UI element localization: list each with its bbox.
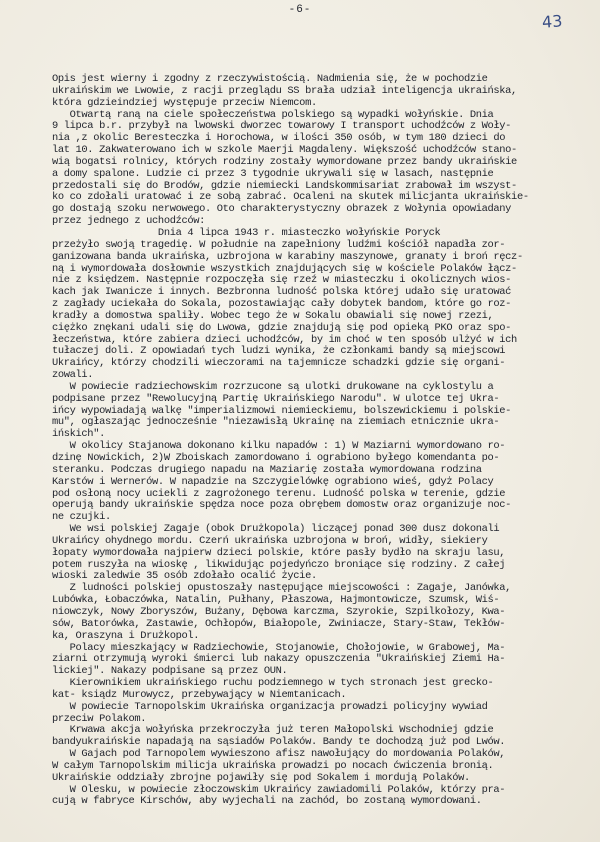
text-line: nia ,z okolic Beresteczka i Horochowa, w ilości 350 osób, w tym 180 dzieci do bbox=[52, 132, 506, 145]
text-line: 9 lipca b.r. przybył na lwowski dworzec towarowy I transport uchodźców z Woły- bbox=[52, 120, 512, 133]
text-line: ne czujki. bbox=[52, 511, 111, 524]
text-line: ganizowana banda ukraińska, uzbrojona w karabiny maszynowe, granaty i broń ręcz- bbox=[52, 250, 523, 263]
text-line: Kierownikiem ukraińskiego ruchu podziemnego w tych stronach jest grecko- bbox=[52, 677, 494, 690]
text-line: z zagłady uciekała do Sokala, pozostawiając cały dobytek bandom, które go roz- bbox=[52, 298, 512, 311]
text-line: pod osłoną nocy uciekli z zagrożonego terenu. Ludność polska w terenie, gdzie bbox=[52, 487, 506, 500]
text-line: W Olesku, w powiecie złoczowskim Ukraińcy zawiadomili Polaków, którzy pra- bbox=[52, 783, 506, 796]
text-line: wioski zaledwie 35 osób zdołało ocalić życie. bbox=[52, 570, 317, 583]
text-line: Polacy mieszkający w Radziechowie, Stojanowie, Chołojowie, w Grabowej, Ma- bbox=[52, 641, 506, 654]
text-line: potem ruszyła na wioskę , likwidując pojedyńczo broniące się rodziny. Z całej bbox=[52, 558, 506, 571]
text-line: zowali. bbox=[52, 369, 94, 382]
text-line: ińcy wypowiadają walkę "imperializmowi niemieckiemu, bolszewickiemu i polskie- bbox=[52, 404, 512, 417]
text-line: Krwawa akcja wołyńska przekroczyła już teren Małopolski Wschodniej gdzie bbox=[52, 724, 494, 737]
text-line: kach jak Iwanicze i innych. Bezbronna ludność polska której udało się uratować bbox=[52, 286, 512, 299]
text-line: Opis jest wierny i zgodny z rzeczywistością. Nadmienia się, że w pochodzie bbox=[52, 73, 488, 85]
text-line: która gdzieindziej występuje przeciw Niemcom. bbox=[52, 96, 317, 109]
text-line: W powiecie Tarnopolskim Ukraińska organizacja prowadzi policyjny wywiad bbox=[52, 700, 488, 713]
text-line: łopaty wymordowała najpierw dzieci polskie, które pasły bydło na skraju lasu, bbox=[52, 546, 506, 559]
text-line: lat 10. Zakwaterowano ich w szkole Maerji Magdaleny. Większość uchodźców stano- bbox=[52, 144, 517, 157]
text-line: sów, Batorówka, Zastawie, Ochłopów, Białopole, Zwiniacze, Stary-Staw, Tekłów- bbox=[52, 617, 506, 630]
text-line: steranku. Podczas drugiego napadu na Maziarię została wymordowana rodzina bbox=[52, 463, 482, 476]
text-line: We wsi polskiej Zagaje (obok Drużkopola) liczącej ponad 300 dusz dokonali bbox=[52, 523, 500, 536]
text-line: bandyukraińskie napadają na sąsiadów Polaków. Bandy te dochodzą już pod Lwów. bbox=[52, 736, 506, 749]
text-line: przeciw Polakom. bbox=[52, 712, 147, 725]
text-line: ukraińskim we Lwowie, z racji przeglądu SS brała udział inteligencja ukraińska, bbox=[52, 84, 517, 97]
text-line: łeczeństwa, które zabiera dzieci uchodźców, by im choć w ten sposób ulżyć w ich bbox=[52, 333, 517, 346]
text-line: ciężko znękani udali się do Lwowa, gdzie znajdują się pod opieką PKO oraz spo- bbox=[52, 321, 512, 334]
text-line: ną i wymordowała dosłownie wszystkich znajdujących się w kościele Polaków łącz- bbox=[52, 262, 517, 275]
text-line: przez jednego z uchodźców: bbox=[52, 215, 206, 228]
text-line: W Gajach pod Tarnopolem wywieszono afisz nawołujący do mordowania Polaków, bbox=[52, 748, 506, 761]
text-line: Lubówka, Łobaczówka, Natalin, Pułhany, Płaszowa, Hajmontowicze, Szumsk, Wiś- bbox=[52, 594, 500, 607]
text-line: W powiecie radziechowskim rozrzucone są ulotki drukowane na cyklostylu a bbox=[52, 380, 494, 393]
text-line: kradły a domostwa spaliły. Wobec tego że w Sokalu obawiali się nowej rzezi, bbox=[52, 309, 494, 322]
text-line: ko co zdołali uratować i ze sobą zabrać. Ocaleni na skutek milicjanta ukraińskie- bbox=[52, 191, 529, 204]
text-line: go dostają szoku nerwowego. Oto charakterystyczny obrazek z Wołynia opowiadany bbox=[52, 203, 512, 216]
text-line: kat- ksiądz Murowycz, przebywający w Niemtanicach. bbox=[52, 688, 347, 701]
text-line: Ukraińcy, którzy chodzili wieczorami na tajemnicze schadzki gdzie się organi- bbox=[52, 357, 506, 370]
text-line: przedostali się do Brodów, gdzie niemiecki Landskommisariat zrabował im wszyst- bbox=[52, 179, 517, 192]
text-line: lickiej". Nakazy podpisane są przez OUN. bbox=[52, 665, 288, 678]
text-line: Ukraińskie oddziały zbrojne pojawiły się pod Sokalem i mordują Polaków. bbox=[52, 771, 470, 784]
text-line: a domy spalone. Ludzie ci przez 3 tygodnie ukrywali się w lasach, następnie bbox=[52, 167, 494, 180]
text-line: W okolicy Stajanowa dokonano kilku napadów : 1) W Maziarni wymordowano ro- bbox=[52, 440, 506, 453]
text-line: Ukraińcy ohydnego mordu. Czerń ukraińska uzbrojona w broń, widły, siekiery bbox=[52, 534, 488, 547]
text-line: Otwartą raną na ciele społeczeństwa polskiego są wypadki wołyńskie. Dnia bbox=[52, 108, 494, 121]
text-line: Karstów i Wernerów. W napadzie na Szczygielówkę ograbiono wieś, gdyż Polacy bbox=[52, 475, 494, 488]
page-number-handwritten: 43 bbox=[541, 11, 563, 32]
text-line: ka, Oraszyna i Drużkopol. bbox=[52, 629, 200, 642]
text-line: ińskich". bbox=[52, 428, 105, 441]
text-line: niowczyk, Nowy Zboryszów, Bużany, Dębowa karczma, Szyrokie, Szpilkołozy, Kwa- bbox=[52, 605, 506, 618]
text-line: podpisane przez "Rewolucyjną Partię Ukraińskiego Narodu". W ulotce tej Ukra- bbox=[52, 392, 500, 405]
text-line: cują w fabryce Kirschów, aby wyjechali na zachód, bo zostaną wymordowani. bbox=[52, 795, 482, 808]
text-line: ziarni otrzymują wyroki śmierci lub nakazy opuszczenia "Ukraińskiej Ziemi Ha- bbox=[52, 653, 506, 666]
text-line: wią bogatsi rolnicy, których rodziny zostały wymordowane przez bandy ukraińskie bbox=[52, 155, 517, 168]
text-line: dzinę Nowickich, 2)W Zboiskach zamordowano i ograbiono byłego komendanta po- bbox=[52, 452, 500, 464]
text-line: Z ludności polskiej opustoszały następujące miejscowości : Zagaje, Janówka, bbox=[52, 582, 512, 595]
document-body-text bbox=[52, 74, 564, 808]
text-line: Dnia 4 lipca 1943 r. miasteczko wołyńskie Poryck bbox=[52, 226, 441, 239]
text-line: przeżyło swoją tragedię. W południe na zapełniony ludźmi kościół napadła zor- bbox=[52, 238, 506, 251]
text-line: W całym Tarnopolskim milicja ukraińska prowadzi po nocach ćwiczenia bronią. bbox=[52, 759, 494, 772]
page-number-typed: -6- bbox=[288, 4, 312, 16]
text-line: nie z księdzem. Następnie rozpoczęła się rzeź w miasteczku i okolicznych wios- bbox=[52, 274, 512, 287]
text-line: operują bandy ukraińskie spędza noce poza obrębem domostw oraz organizuje noc- bbox=[52, 499, 512, 512]
text-line: mu", ogłaszając jednocześnie "niezawisłą Ukrainę na ziemiach etnicznie ukra- bbox=[52, 416, 500, 429]
text-line: tułaczej doli. Z opowiadań tych ludzi wynika, że członkami bandy są miejscowi bbox=[52, 345, 506, 358]
